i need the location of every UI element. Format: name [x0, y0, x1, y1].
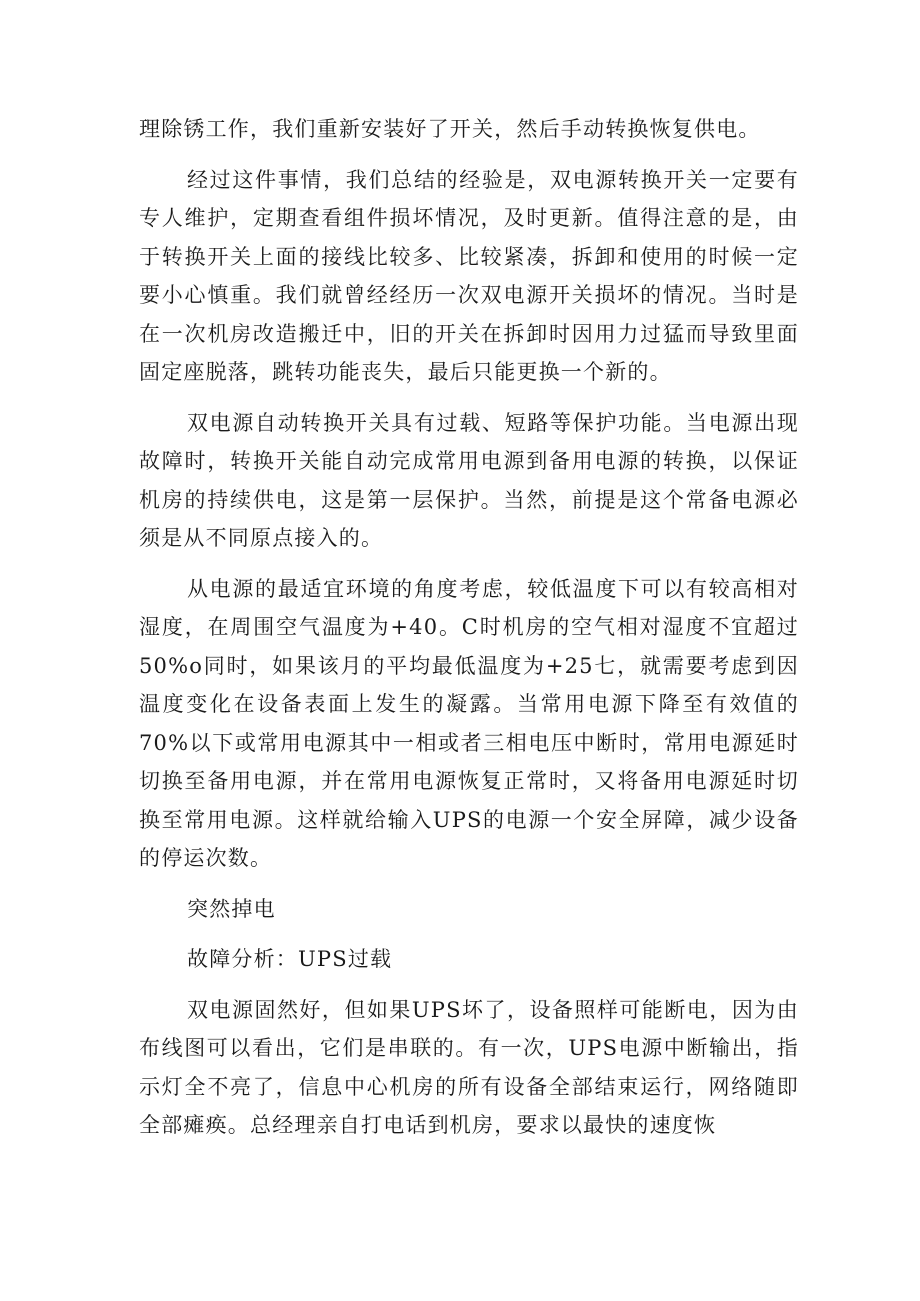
section-heading-fault-analysis: 故障分析：UPS过载: [187, 947, 393, 971]
paragraph-experience-summary: 经过这件事情，我们总结的经验是，双电源转换开关一定要有专人维护，定期查看组件损坏情况，及时更新。值得注意的是，由于转换开关上面的接线比较多、比较紧凑，拆卸和使用的时候一定要小心慎重。我们就曾经经历一次双电源开关损坏的情况。当时是在一次机房改造搬迁中，旧的开关在拆卸时因用力过猛而导致里面固定座脱落，跳转功能丧失，最后只能更换一个新的。: [139, 167, 799, 384]
paragraph-ups-failure: 双电源固然好，但如果UPS坏了，设备照样可能断电，因为由布线图可以看出，它们是串联的。有一次，UPS电源中断输出，指示灯全不亮了，信息中心机房的所有设备全部结束运行，网络随即全部瘫痪。总经理亲自打电话到机房，要求以最快的速度恢: [139, 997, 799, 1137]
paragraph-continuation: 理除锈工作，我们重新安装好了开关，然后手动转换恢复供电。: [139, 117, 761, 141]
section-heading-sudden-power-loss: 突然掉电: [187, 896, 276, 921]
paragraph-auto-transfer-switch: 双电源自动转换开关具有过载、短路等保护功能。当电源出现故障时，转换开关能自动完成常用电源到备用电源的转换，以保证机房的持续供电，这是第一层保护。当然，前提是这个常备电源必须是从不同原点接入的。: [139, 410, 799, 550]
document-page: [139, 110, 799, 1157]
paragraph-environment-conditions: 从电源的最适宜环境的角度考虑，较低温度下可以有较高相对湿度，在周围空气温度为+40。C时机房的空气相对湿度不宜超过50%o同时，如果该月的平均最低温度为+25七，就需要考虑到因温度变化在设备表面上发生的凝露。当常用电源下降至有效值的70%以下或常用电源其中一相或者三相电压中断时，常用电源延时切换至备用电源，并在常用电源恢复正常时，又将备用电源延时切换至常用电源。这样就给输入UPS的电源一个安全屏障，减少设备的停运次数。: [139, 576, 799, 870]
